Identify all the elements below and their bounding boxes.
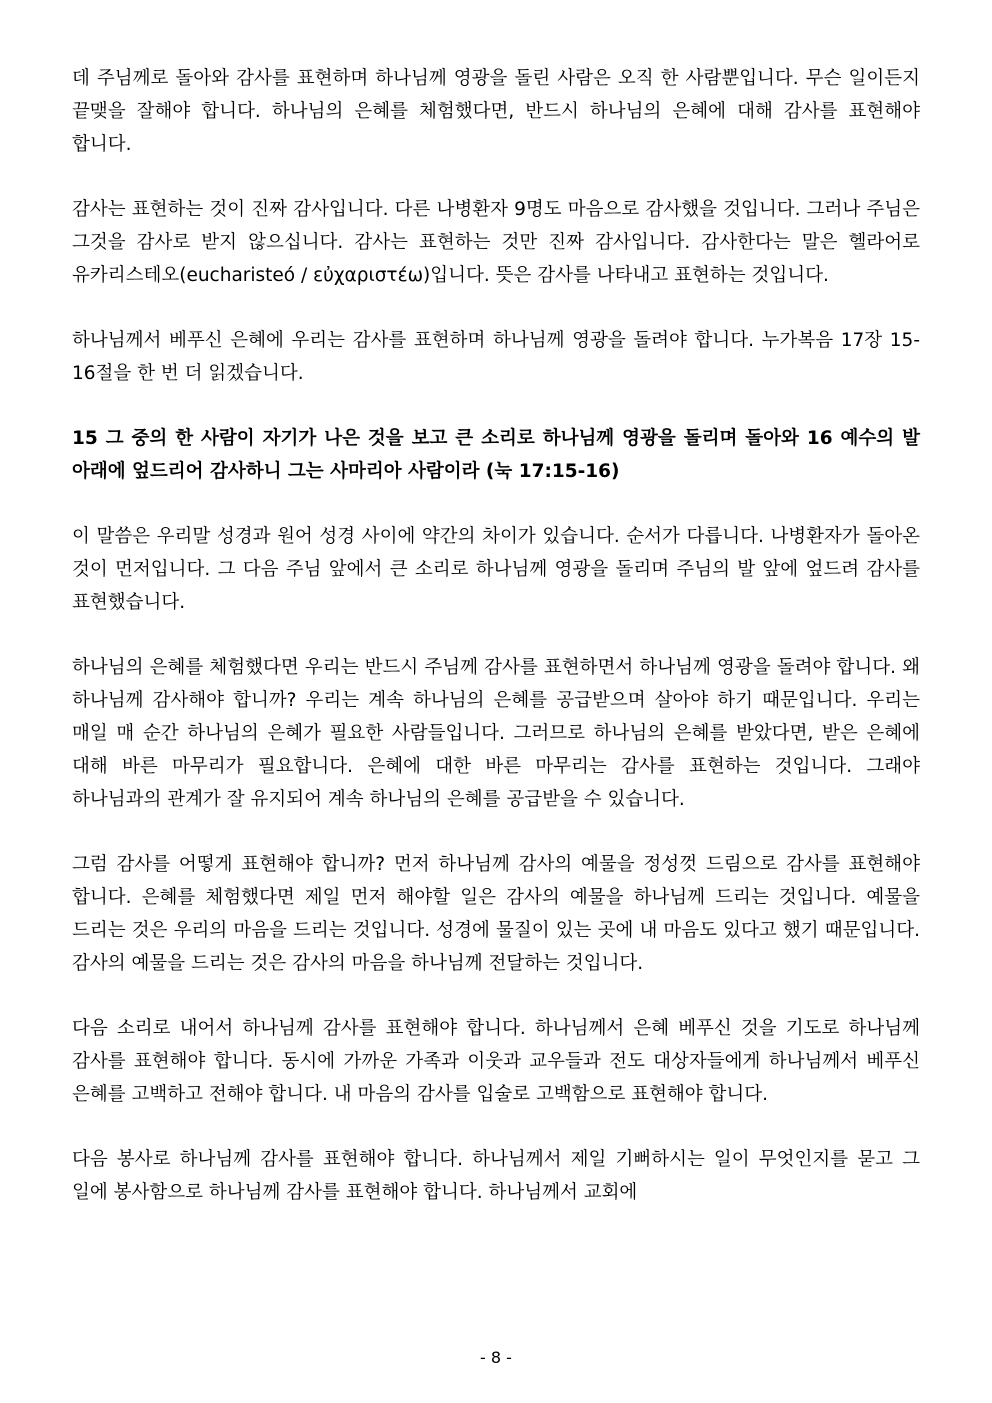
page-number: - 8 - (480, 1348, 512, 1367)
paragraph-5: 하나님의 은혜를 체험했다면 우리는 반드시 주님께 감사를 표현하면서 하나님께 영광을 돌려야 합니다. 왜 하나님께 감사해야 합니까? 우리는 계속 하나님의 은혜를 공급받으며 살아야 하기 때문입니다. 우리는 매일 매 순간 하나님의 은혜가 필요한 사람들입니다. 그러므로 하나님의 은혜를 받았다면, 받은 은혜에 대해 바른 마무리가 필요합니다. 은혜에 대한 바른 마무리는 감사를 표현하는 것입니다. 그래야 하나님과의 관계가 잘 유지되어 계속 하나님의 은혜를 공급받을 수 있습니다. (72, 657, 920, 810)
paragraph-8: 다음 봉사로 하나님께 감사를 표현해야 합니다. 하나님께서 제일 기뻐하시는 일이 무엇인지를 묻고 그 일에 봉사함으로 하나님께 감사를 표현해야 합니다. 하나님께서 교회에 (72, 1149, 920, 1203)
paragraph-2: 감사는 표현하는 것이 진짜 감사입니다. 다른 나병환자 9명도 마음으로 감사했을 것입니다. 그러나 주님은 그것을 감사로 받지 않으십니다. 감사는 표현하는 것만 진짜 감사입니다. 감사한다는 말은 헬라어로 유카리스테오(eucharisteó / εὐχαριστέω)입니다. 뜻은 감사를 나타내고 표현하는 것입니다. (72, 199, 920, 286)
paragraph-4: 이 말씀은 우리말 성경과 원어 성경 사이에 약간의 차이가 있습니다. 순서가 다릅니다. 나병환자가 돌아온 것이 먼저입니다. 그 다음 주님 앞에서 큰 소리로 하나님께 영광을 돌리며 주님의 발 앞에 엎드려 감사를 표현했습니다. (72, 526, 920, 613)
paragraph-7: 다음 소리로 내어서 하나님께 감사를 표현해야 합니다. 하나님께서 은혜 베푸신 것을 기도로 하나님께 감사를 표현해야 합니다. 동시에 가까운 가족과 이웃과 교우들과 전도 대상자들에게 하나님께서 베푸신 은혜를 고백하고 전해야 합니다. 내 마음의 감사를 입술로 고백함으로 표현해야 합니다. (72, 1018, 920, 1105)
paragraph-1: 데 주님께로 돌아와 감사를 표현하며 하나님께 영광을 돌린 사람은 오직 한 사람뿐입니다. 무슨 일이든지 끝맺을 잘해야 합니다. 하나님의 은혜를 체험했다면, 반드시 하나님의 은혜에 대해 감사를 표현해야 합니다. (72, 68, 920, 155)
paragraph-3: 하나님께서 베푸신 은혜에 우리는 감사를 표현하며 하나님께 영광을 돌려야 합니다. 누가복음 17장 15-16절을 한 번 더 읽겠습니다. (72, 330, 920, 384)
paragraph-6: 그럼 감사를 어떻게 표현해야 합니까? 먼저 하나님께 감사의 예물을 정성껏 드림으로 감사를 표현해야 합니다. 은혜를 체험했다면 제일 먼저 해야할 일은 감사의 예물을 하나님께 드리는 것입니다. 예물을 드리는 것은 우리의 마음을 드리는 것입니다. 성경에 물질이 있는 곳에 내 마음도 있다고 했기 때문입니다. 감사의 예물을 드리는 것은 감사의 마음을 하나님께 전달하는 것입니다. (72, 854, 920, 974)
scripture-quote: 15 그 중의 한 사람이 자기가 나은 것을 보고 큰 소리로 하나님께 영광을 돌리며 돌아와 16 예수의 발 아래에 엎드리어 감사하니 그는 사마리아 사람이라 (눅 17:15-16) (72, 428, 920, 482)
document-page (72, 62, 920, 1241)
